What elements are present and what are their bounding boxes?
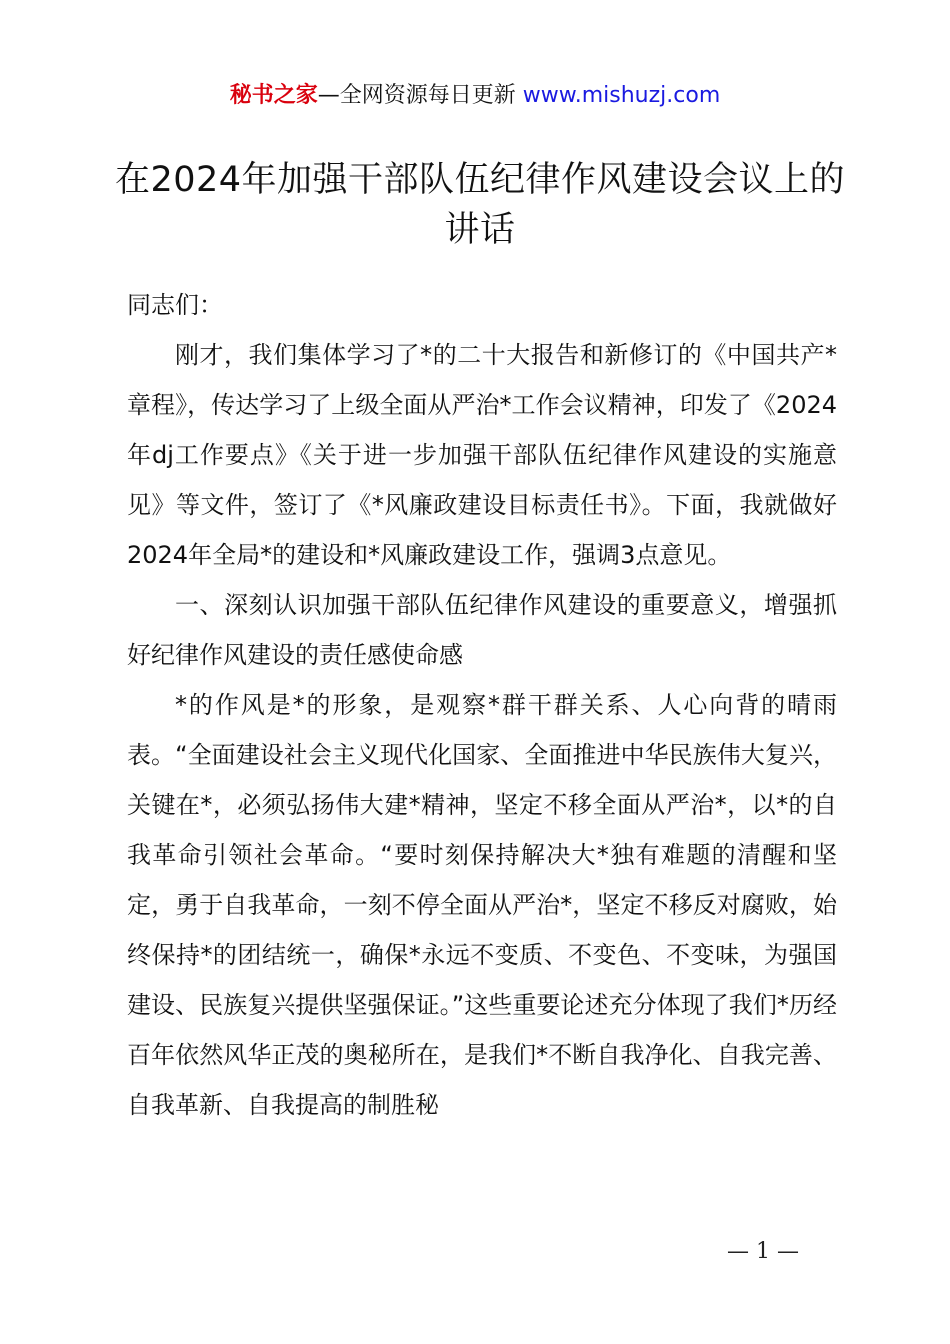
section-heading: 一、深刻认识加强干部队伍纪律作风建设的重要意义，增强抓好纪律作风建设的责任感使命感 xyxy=(127,591,837,669)
header-tagline: —全网资源每日更新 xyxy=(317,83,516,108)
salutation: 同志们： xyxy=(127,291,223,319)
brand-name: 秘书之家 xyxy=(229,83,318,108)
body-paragraph: 刚才，我们集体学习了*的二十大报告和新修订的《中国共产*章程》，传达学习了上级全面从严治*工作会议精神，印发了《2024年dj工作要点》《关于进一步加强干部队伍纪律作风建设的实施意见》等文件，签订了《*风廉政建设目标责任书》。下面，我就做好2024年全局*的建设和*风廉政建设工作，强调3点意见。 xyxy=(127,341,837,569)
document-body xyxy=(127,280,837,1130)
document-title: 在2024年加强干部队伍纪律作风建设会议上的讲话 xyxy=(114,160,846,250)
site-url-link[interactable]: www.mishuzj.com xyxy=(522,83,721,108)
page-number: — 1 — xyxy=(727,1239,799,1264)
site-header xyxy=(0,80,950,112)
body-paragraph: *的作风是*的形象，是观察*群干群关系、人心向背的晴雨表。“全面建设社会主义现代化国家、全面推进中华民族伟大复兴，关键在*，必须弘扬伟大建*精神，坚定不移全面从严治*，以*的自我革命引领社会革命。“要时刻保持解决大*独有难题的清醒和坚定，勇于自我革命，一刻不停全面从严治*，坚定不移反对腐败，始终保持*的团结统一，确保*永远不变质、不变色、不变味，为强国建设、民族复兴提供坚强保证。”这些重要论述充分体现了我们*历经百年依然风华正茂的奥秘所在，是我们*不断自我净化、自我完善、自我革新、自我提高的制胜秘 xyxy=(127,691,837,1119)
